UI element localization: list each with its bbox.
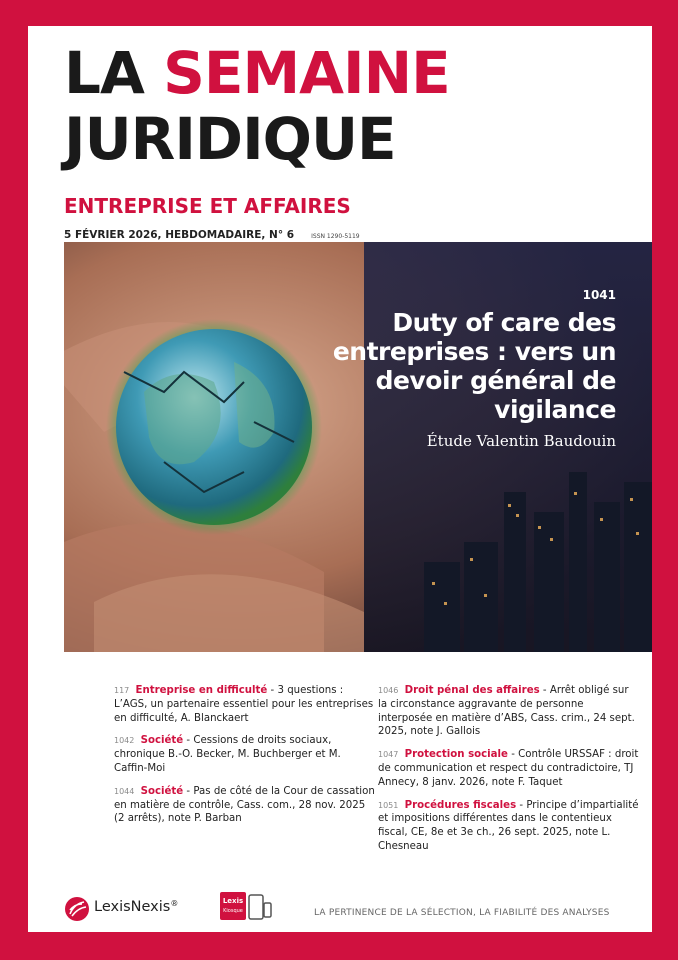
magazine-cover bbox=[28, 26, 652, 932]
masthead-line1 bbox=[64, 39, 450, 107]
toc-category: Protection sociale bbox=[404, 749, 508, 761]
toc-item: 1042 Société - Cessions de droits sociaux, chronique B.-O. Becker, M. Buchberger et M. Caffin-Moi bbox=[114, 735, 341, 774]
brand-mark: ® bbox=[170, 899, 179, 908]
feature-title: Duty of care des entreprises : vers un devoir général de vigilance bbox=[332, 308, 616, 424]
toc-num: 1046 bbox=[378, 686, 399, 695]
toc-text: Principe d’impartialité et impositions différentes dans le contentieux fiscal, CE, 8e et 3e ch., 26 sept. 2025, note L. Chesneau bbox=[378, 799, 639, 852]
toc-text: Pas de côté de la Cour de cassation en matière de contrôle, Cass. com., 28 nov. 2025 (2 arrêts), note P. Barban bbox=[114, 785, 375, 825]
feature-author: Étude Valentin Baudouin bbox=[426, 432, 616, 450]
toc-right-column bbox=[378, 684, 640, 863]
issn: ISSN 1290-5119 bbox=[311, 233, 360, 240]
brand-name-text: LexisNexis bbox=[94, 899, 171, 915]
issue-line bbox=[64, 223, 360, 242]
device-icon bbox=[248, 893, 272, 921]
toc-num: 1047 bbox=[378, 750, 399, 760]
masthead-juridique: JURIDIQUE bbox=[64, 105, 396, 173]
toc-num: 117 bbox=[114, 686, 130, 695]
cover-photo bbox=[64, 242, 652, 652]
kiosque-box bbox=[220, 892, 246, 920]
toc-num: 1044 bbox=[114, 786, 135, 796]
masthead-la: LA bbox=[64, 39, 144, 107]
toc-text: Cessions de droits sociaux, chronique B.-O. Becker, M. Buchberger et M. Caffin-Moi bbox=[114, 735, 341, 774]
lexisnexis-logo bbox=[64, 896, 179, 922]
toc-left-column bbox=[114, 684, 376, 835]
toc-text: Arrêt obligé sur la circonstance aggravante de personne interposée en matière d’ABS, Cass. crim., 24 sept. 2025, note J. Gallois bbox=[378, 685, 635, 738]
brand-name bbox=[94, 899, 178, 915]
masthead-semaine: SEMAINE bbox=[163, 39, 450, 107]
toc-category: Société bbox=[140, 785, 184, 797]
toc-num: 1051 bbox=[378, 800, 399, 810]
toc-item: 1044 Société - Pas de côté de la Cour de cassation en matière de contrôle, Cass. com., 28 nov. 2025 (2 arrêts), note P. Barban bbox=[114, 785, 375, 825]
toc-item: 1047 Protection sociale - Contrôle URSSAF : droit de communication et respect du contradictoire, TJ Annecy, 8 janv. 2026, note F. Taquet bbox=[378, 749, 639, 788]
lexis-kiosque-badge bbox=[220, 892, 272, 922]
toc-item: 1051 Procédures fiscales - Principe d’impartialité et impositions différentes dans le contentieux fiscal, CE, 8e et 3e ch., 26 sept. 2025, note L. Chesneau bbox=[378, 799, 639, 852]
lexisnexis-logo-icon bbox=[64, 896, 90, 922]
kiosque-lexis: Lexis bbox=[222, 897, 244, 905]
toc-item: 117 Entreprise en difficulté - 3 questions : L’AGS, un partenaire essentiel pour les entreprises en difficulté, A. Blanckaert bbox=[114, 685, 374, 724]
toc-category: Entreprise en difficulté bbox=[135, 685, 268, 696]
toc-text: Contrôle URSSAF : droit de communication et respect du contradictoire, TJ Annecy, 8 janv. 2026, note F. Taquet bbox=[378, 749, 639, 788]
toc-category: Droit pénal des affaires bbox=[404, 685, 540, 696]
tagline: LA PERTINENCE DE LA SÉLECTION, LA FIABILITÉ DES ANALYSES bbox=[314, 908, 610, 918]
toc-item: 1046 Droit pénal des affaires - Arrêt obligé sur la circonstance aggravante de personne interposée en matière d’ABS, Cass. crim., 24 sept. 2025, note J. Gallois bbox=[378, 685, 635, 738]
toc-num: 1042 bbox=[114, 736, 135, 746]
feature-number: 1041 bbox=[582, 288, 616, 302]
toc-category: Société bbox=[140, 735, 184, 747]
toc-category: Procédures fiscales bbox=[404, 799, 517, 811]
issue-info: 5 FÉVRIER 2026, HEBDOMADAIRE, N° 6 bbox=[64, 229, 295, 241]
toc-text: 3 questions : L’AGS, un partenaire essentiel pour les entreprises en difficulté, A. Blanckaert bbox=[114, 685, 374, 724]
kiosque-label: Kiosque bbox=[223, 908, 243, 914]
section-title: ENTREPRISE ET AFFAIRES bbox=[64, 194, 351, 218]
